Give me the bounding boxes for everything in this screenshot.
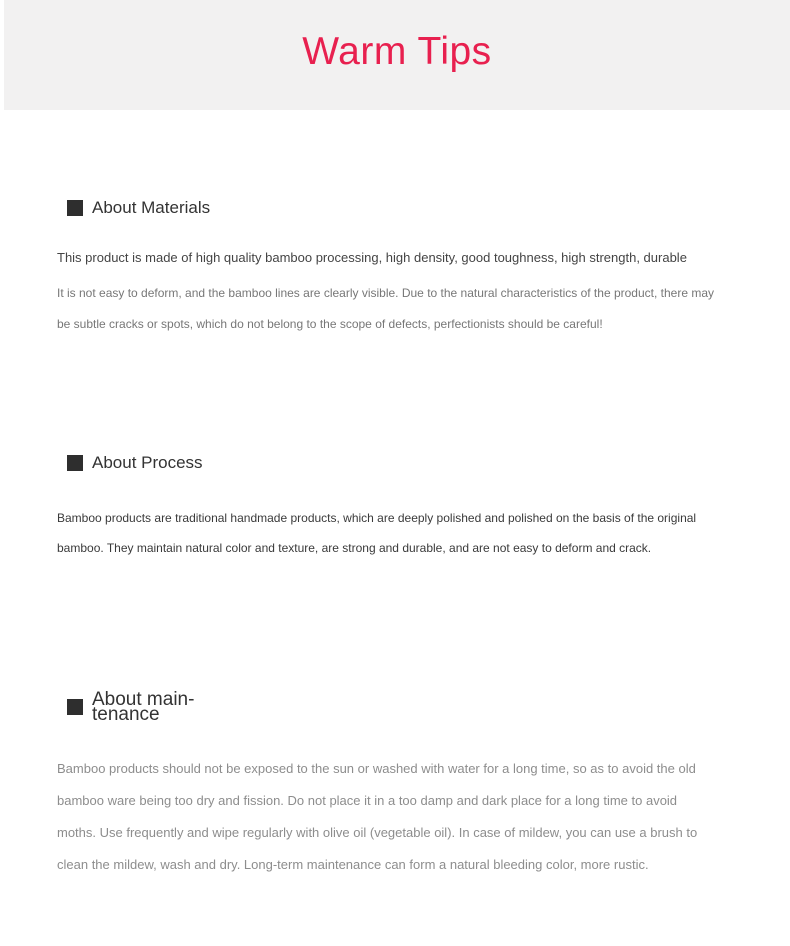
header-banner <box>4 0 790 110</box>
square-bullet-icon <box>67 200 83 216</box>
section-heading-maintenance <box>67 689 212 725</box>
materials-description <box>57 249 717 340</box>
section-heading-label: About Process <box>92 453 203 472</box>
section-heading-label: About Materials <box>92 198 211 217</box>
square-bullet-icon <box>67 455 83 471</box>
page-title: Warm Tips <box>302 30 492 73</box>
maintenance-description: Bamboo products should not be exposed to the sun or washed with water for a long time, so as to avoid the old bamboo ware being too dry and fission. Do not place it in a too damp and dark place for a long time to avoid moths. Use frequently and wipe regularly with olive oil (vegetable oil). In case of mildew, you can use a brush to clean the mildew, wash and dry. Long-term maintenance can form a natural bleeding color, more rustic. <box>57 761 698 872</box>
section-heading-process <box>67 453 203 473</box>
process-description: Bamboo products are traditional handmade products, which are deeply polished and polished on the basis of the original bamboo. They maintain natural color and texture, are strong and durable, and are not easy to deform and crack. <box>57 511 697 555</box>
section-heading-materials <box>67 198 210 218</box>
square-bullet-icon <box>67 699 83 715</box>
section-heading-label: About main-tenance <box>92 689 195 725</box>
materials-line-2: It is not easy to deform, and the bamboo lines are clearly visible. Due to the natural characteristics of the product, there may be subtle cracks or spots, which do not belong to the scope of defects, perfectionists should be careful! <box>57 286 714 331</box>
materials-line-1: This product is made of high quality bamboo processing, high density, good toughness, high strength, durable <box>57 250 687 265</box>
